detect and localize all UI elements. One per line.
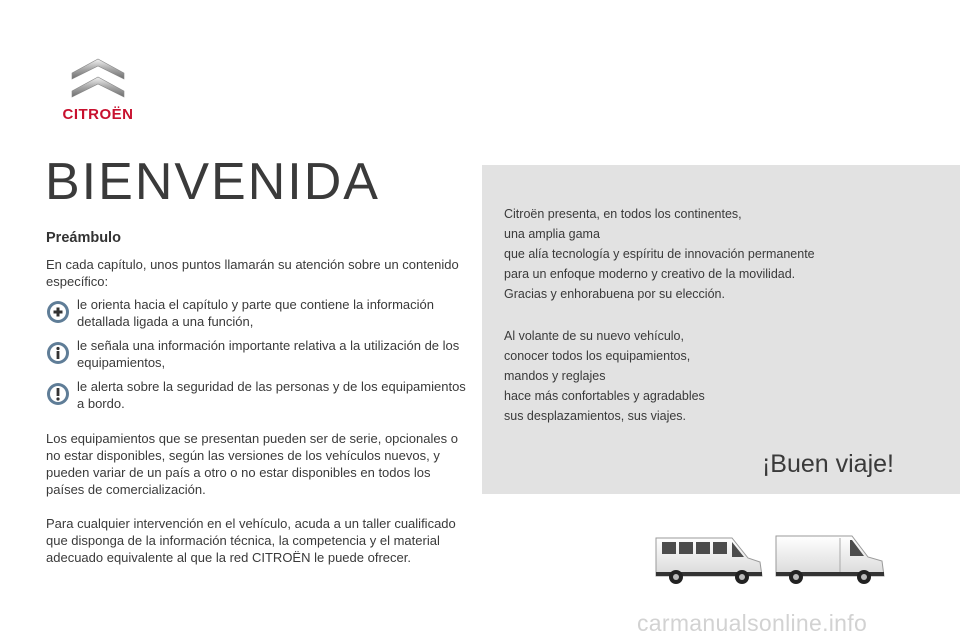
plus-icon [46,300,70,324]
welcome-panel [482,165,960,494]
service-paragraph: Para cualquier intervención en el vehículo, acuda a un taller cualificado que disponga de la información técnica, la competencia y el material adecuado equivalente al que la red CITROËN le puede ofrecer. [46,516,456,565]
notes-list [46,296,466,412]
welcome-line: Gracias y enhorabuena por su elección. [504,287,725,301]
warning-icon [46,382,70,406]
equipment-paragraph: Los equipamientos que se presentan pueden ser de serie, opcionales o no estar disponibles, según las versiones de los vehículos nuevos, y pueden variar de un país a otro o no estar disponibles en todos los países de comercialización. [46,431,458,497]
note-text: le orienta hacia el capítulo y parte que contiene la información detallada ligada a una función, [77,297,434,329]
welcome-line: Citroën presenta, en todos los continentes, [504,207,742,221]
welcome-line: para un enfoque moderno y creativo de la movilidad. [504,267,796,281]
welcome-line: que alía tecnología y espíritu de innovación permanente [504,247,815,261]
page-title: BIENVENIDA [45,153,380,211]
welcome-line: sus desplazamientos, sus viajes. [504,409,687,423]
note-text: le señala una información importante relativa a la utilización de los equipamientos, [77,338,460,370]
welcome-line: una amplia gama [504,227,600,241]
welcome-text-block-2 [504,326,705,426]
preamble-section [46,230,466,583]
brand-wordmark: CITROËN [62,106,134,123]
citroen-logo [52,55,144,125]
welcome-line: conocer todos los equipamientos, [504,349,691,363]
watermark: carmanualsonline.info [637,610,868,636]
vans-illustration [652,530,892,590]
preamble-heading: Preámbulo [46,230,121,246]
preamble-intro: En cada capítulo, unos puntos llamarán su atención sobre un contenido específico: [46,257,459,289]
note-item [46,378,466,412]
passenger-van-icon [656,538,762,584]
closing-greeting: ¡Buen viaje! [761,450,894,478]
info-icon [46,341,70,365]
note-text: le alerta sobre la seguridad de las personas y de los equipamientos a bordo. [77,379,466,411]
note-item [46,296,466,330]
welcome-line: Al volante de su nuevo vehículo, [504,329,684,343]
panel-van-icon [776,536,884,584]
welcome-line: hace más confortables y agradables [504,389,705,403]
citroen-chevrons-icon [68,55,128,103]
welcome-line: mandos y reglajes [504,369,606,383]
note-item [46,337,466,371]
welcome-text-block-1 [504,204,815,304]
